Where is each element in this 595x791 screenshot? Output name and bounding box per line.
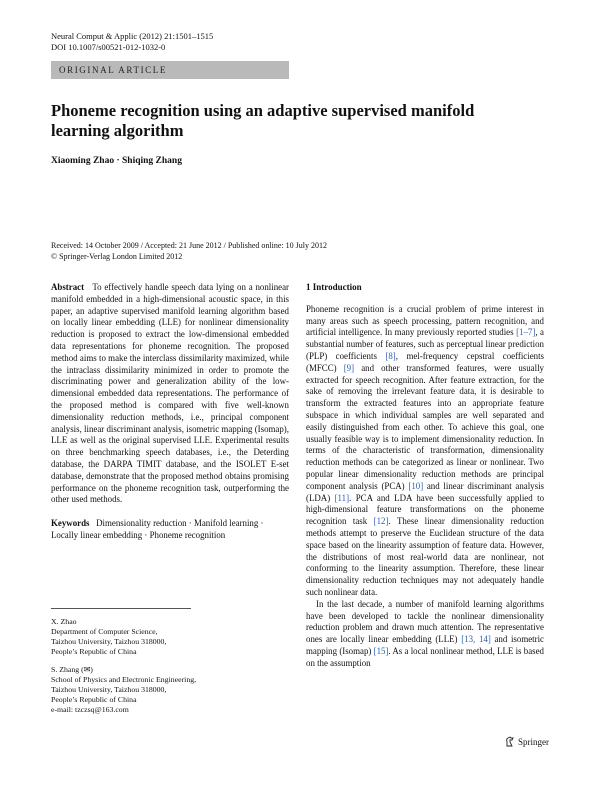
intro-paragraph-1: [306, 304, 544, 599]
text-run: In the last decade, a number of manifold learning algorithms have been developed to tackle the nonlinear dimensionality reduction problem and drawn much attention. The representative ones are locally linear embedding (LLE): [306, 598, 544, 645]
affiliations: [51, 617, 289, 715]
citation-link[interactable]: [1–7]: [516, 327, 536, 338]
abstract-column: [51, 282, 289, 542]
springer-horse-icon: [505, 736, 515, 747]
text-run: , mel-frequency cepstral coefficients (MFCC): [306, 350, 544, 373]
citation-link[interactable]: [10]: [408, 480, 424, 491]
author2-line1: School of Physics and Electronic Engineering,: [51, 675, 197, 684]
citation-link[interactable]: [8]: [385, 350, 396, 361]
copyright-line: © Springer-Verlag London Limited 2012: [51, 251, 183, 261]
author2-line3: People’s Republic of China: [51, 695, 137, 704]
intro-paragraph-2: [306, 599, 544, 670]
introduction-column: [306, 282, 544, 670]
paper-title: Phoneme recognition using an adaptive supervised manifold learning algorithm: [51, 101, 475, 140]
text-run: and linear discriminant analysis (LDA): [306, 480, 544, 503]
section-heading: 1 Introduction: [306, 282, 362, 292]
text-run: and isometric mapping (Isomap): [306, 634, 544, 656]
footnote-divider: [51, 608, 191, 609]
text-run: Phoneme recognition is a crucial problem of prime interest in many areas such as speech processing, pattern recognition, and artificial intelligence. In many previously reported studies: [306, 303, 544, 338]
authors: Xiaoming Zhao · Shiqing Zhang: [51, 156, 182, 166]
text-run: . As a local nonlinear method, LLE is based on the assumption: [306, 645, 544, 668]
text-run: , a substantial number of features, such as perceptual linear prediction (PLP) coefficients: [306, 327, 544, 361]
abstract: [51, 282, 289, 506]
author1-line2: Taizhou University, Taizhou 318000,: [51, 637, 167, 646]
author1-line1: Department of Computer Science,: [51, 627, 158, 636]
publisher-footer: [505, 736, 549, 747]
citation-link[interactable]: [11]: [334, 492, 350, 503]
author1-line3: People’s Republic of China: [51, 647, 137, 656]
text-run: and other transformed features, were usually extracted for speech recognition. After feature extraction, for the sake of removing the irrelevant feature data, it is desirable to transform the extracted features into an appropriate feature subspace in which individual samples are well separated and easily distinguished from each other. To achieve this goal, one usually feasible way is to implement dimensionality reduction. In terms of the characteristic of transformation, dimensionality reduction methods can be categorized as linear or nonlinear. Two popular linear dimensionality reduction methods are principal component analysis (PCA): [306, 362, 544, 491]
keywords: [51, 518, 289, 542]
citation-link[interactable]: [13, 14]: [461, 634, 491, 645]
publisher-name: Springer: [518, 736, 549, 747]
author2-email[interactable]: e-mail: tzczsq@163.com: [51, 705, 129, 714]
author2-name: S. Zhang (✉): [51, 665, 93, 674]
dates-line: Received: 14 October 2009 / Accepted: 21 June 2012 / Published online: 10 July 2012: [51, 241, 327, 250]
keywords-label: Keywords: [51, 518, 90, 529]
citation-link[interactable]: [12]: [373, 516, 389, 527]
text-run: . These linear dimensionality reduction methods attempt to preserve the Euclidean structure of the data space based on the linearity assumption of feature data. However, the distributions of most real-world data are nonlinear, not conforming to the linearity assumption. Therefore, these linear dimensionality reduction techniques may not adequately handle such nonlinear data.: [306, 516, 544, 597]
article-type: ORIGINAL ARTICLE: [59, 65, 167, 75]
journal-header: [51, 31, 213, 53]
text-run: . PCA and LDA have been successfully applied to high-dimensional feature transformations on the phoneme recognition task: [306, 492, 545, 527]
journal-citation: Neural Comput & Applic (2012) 21:1501–1515: [51, 31, 214, 41]
citation-link[interactable]: [15]: [373, 645, 389, 656]
article-type-banner: [51, 61, 289, 79]
keywords-text: Dimensionality reduction · Manifold learning · Locally linear embedding · Phoneme recognition: [51, 518, 264, 540]
author2-line2: Taizhou University, Taizhou 318000,: [51, 685, 167, 694]
abstract-text: To effectively handle speech data lying on a nonlinear manifold embedded in a high-dimensional acoustic space, in this paper, an adaptive supervised manifold learning algorithm based on locally linear embedding (LLE) for nonlinear dimensionality reduction is proposed to extract the low-dimensional embedded data representations for phoneme recognition. The proposed method aims to make the interclass dissimilarity maximized, while the intraclass dissimilarity minimized in order to promote the discriminating power and generalization ability of the low-dimensional embedded data representations. The performance of the proposed method is compared with five well-known dimensionality reduction methods, i.e., principal component analysis, linear discriminant analysis, isometric mapping (Isomap), LLE as well as the original supervised LLE. Experimental results on three benchmarking speech databases, i.e., the Deterding database, the DARPA TIMIT database, and the ISOLET E-set database, demonstrate that the proposed method obtains promising performance on the phoneme recognition task, outperforming the other used methods.: [51, 282, 289, 505]
author1-name: X. Zhao: [51, 617, 77, 626]
doi: DOI 10.1007/s00521-012-1032-0: [51, 42, 166, 52]
citation-link[interactable]: [9]: [343, 362, 355, 373]
publication-dates: [51, 241, 327, 262]
abstract-label: Abstract: [51, 282, 85, 292]
